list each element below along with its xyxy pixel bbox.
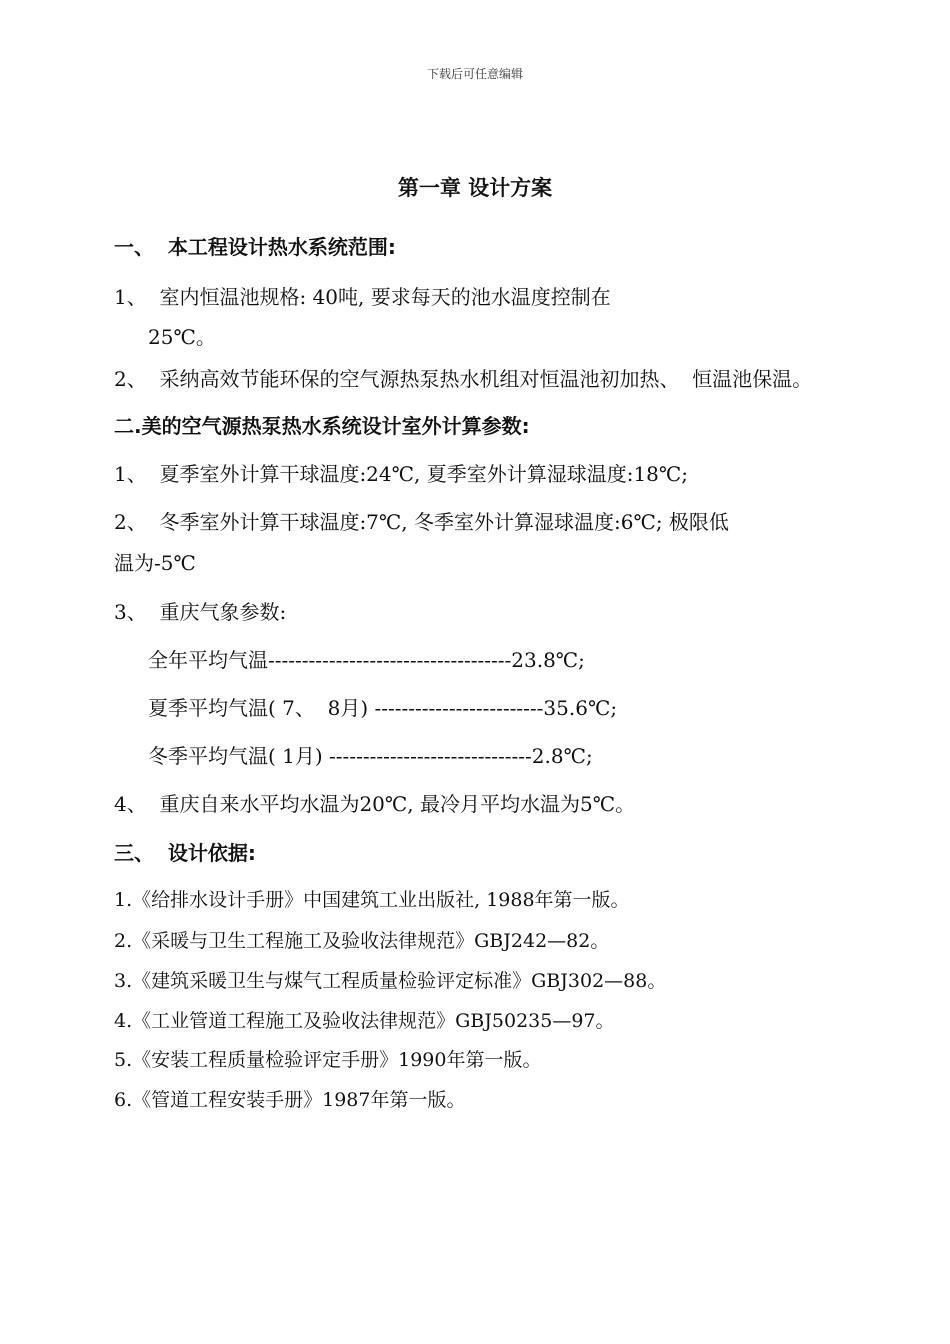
list-item-continuation: 25℃。 [148, 325, 216, 349]
list-item: 1、 室内恒温池规格: 40吨, 要求每天的池水温度控制在 [114, 285, 611, 309]
page-header: 下载后可任意编辑 [426, 67, 523, 81]
list-item-continuation: 温为-5℃ [114, 551, 196, 575]
list-item: 2、 冬季室外计算干球温度:7℃, 冬季室外计算湿球温度:6℃; 极限低 [114, 510, 729, 534]
climate-annual-row: 全年平均气温------------------------------------23.8℃; [148, 648, 585, 672]
reference-item: 4.《工业管道工程施工及验收法律规范》GBJ50235—97。 [114, 1010, 615, 1032]
reference-item: 6.《管道工程安装手册》1987年第一版。 [114, 1089, 466, 1111]
climate-summer-row: 夏季平均气温( 7、 8月) -------------------------35.6℃; [148, 696, 618, 720]
reference-item: 3.《建筑采暖卫生与煤气工程质量检验评定标准》GBJ302—88。 [114, 970, 667, 992]
chapter-title: 第一章 设计方案 [397, 176, 553, 200]
list-item: 4、 重庆自来水平均水温为20℃, 最冷月平均水温为5℃。 [114, 792, 636, 816]
section-heading: 二.美的空气源热泵热水系统设计室外计算参数: [114, 414, 530, 438]
reference-item: 2.《采暖与卫生工程施工及验收法律规范》GBJ242—82。 [114, 930, 610, 952]
reference-item: 1.《给排水设计手册》中国建筑工业出版社, 1988年第一版。 [114, 889, 630, 911]
section-heading: 一、 本工程设计热水系统范围: [114, 235, 396, 259]
list-item: 1、 夏季室外计算干球温度:24℃, 夏季室外计算湿球温度:18℃; [114, 462, 689, 486]
list-item: 2、 采纳高效节能环保的空气源热泵热水机组对恒温池初加热、 恒温池保温。 [114, 367, 813, 391]
section-heading: 三、 设计依据: [114, 841, 256, 865]
list-item: 3、 重庆气象参数: [114, 600, 287, 624]
climate-winter-row: 冬季平均气温( 1月) ------------------------------2.8℃; [148, 744, 593, 768]
reference-item: 5.《安装工程质量检验评定手册》1990年第一版。 [114, 1049, 542, 1071]
